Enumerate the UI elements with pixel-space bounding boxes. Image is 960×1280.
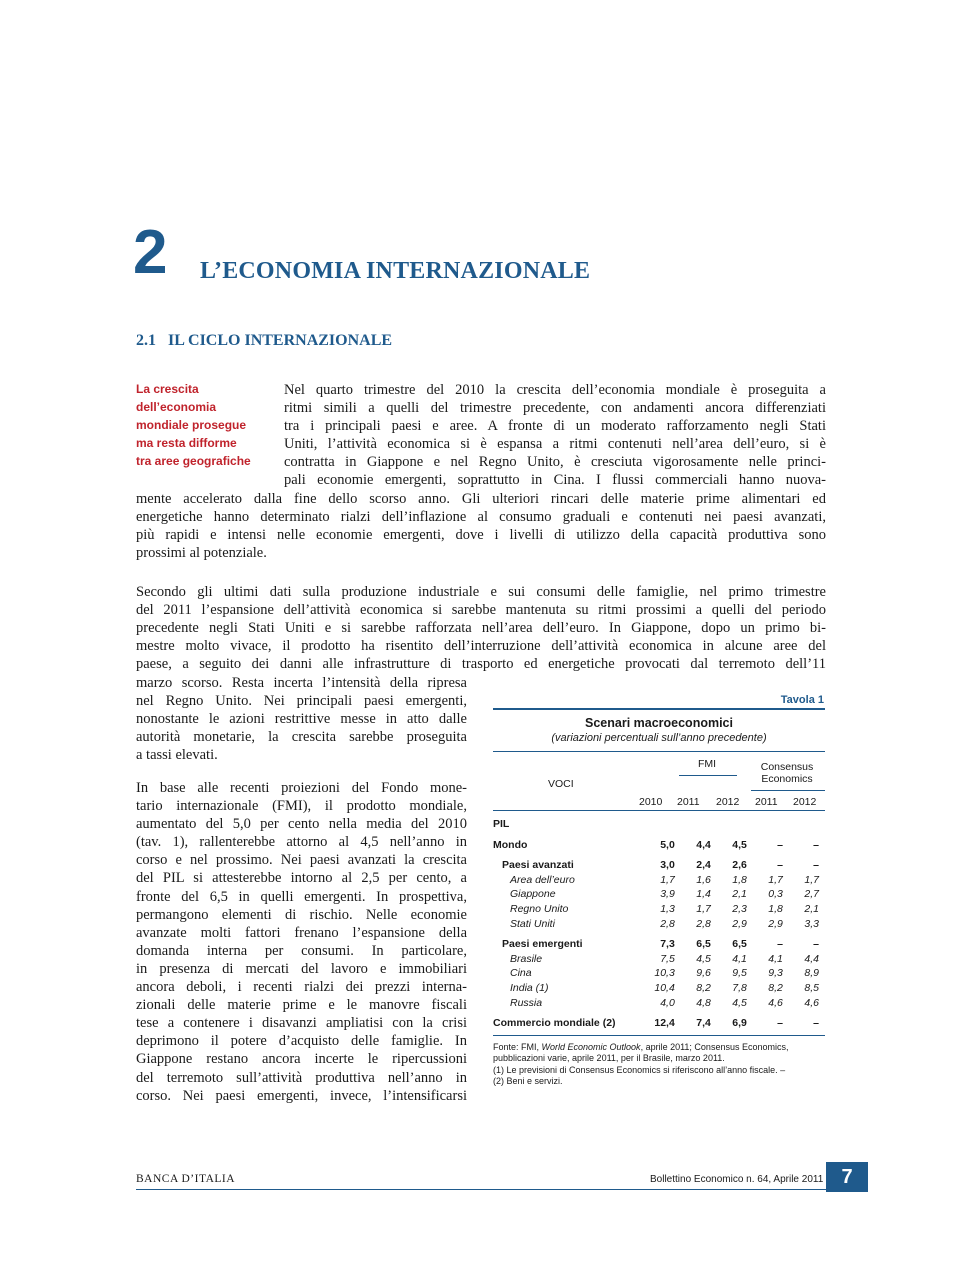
text-line: più rapidi e intensi nelle economie emergenti, dove i livelli di utilizzo della capacità produttiva sono (136, 527, 826, 544)
table-cell: 4,4 (804, 952, 819, 965)
table-row-label: Cina (510, 967, 532, 980)
text-line: del terremoto sull’attività produttiva nell’anno in (136, 1069, 467, 1086)
table-cell: 1,8 (732, 873, 747, 886)
header-fmi-rule (679, 775, 737, 776)
margin-note-line: tra aree geografiche (136, 454, 251, 468)
table-cell: 7,3 (660, 938, 675, 951)
table-notes (493, 1042, 825, 1088)
table-cell: 4,0 (660, 996, 675, 1009)
table-cell: 8,9 (804, 967, 819, 980)
text-line: In base alle recenti proiezioni del Fondo mone- (136, 780, 467, 796)
table-row (493, 917, 825, 932)
text-line: a tassi elevati. (136, 747, 218, 764)
text-line: deprimono il potere d’acquisto delle famiglie. In (136, 1033, 467, 1050)
table-section-label: PIL (493, 818, 510, 830)
table-cell: – (777, 838, 783, 851)
table-cell: 7,8 (732, 981, 747, 994)
table-row (493, 902, 825, 917)
table-cell: 1,4 (696, 888, 711, 901)
text-line: fronte del 6,5 in quelli emergenti. In prospettiva, (136, 888, 467, 905)
table-tavola-1 (493, 692, 825, 1088)
table-cell: 5,0 (660, 838, 675, 851)
section-title: 2.1 IL CICLO INTERNAZIONALE (136, 332, 393, 349)
chapter-title: L’ECONOMIA INTERNAZIONALE (200, 258, 591, 284)
table-row-label: Brasile (510, 952, 543, 965)
table-cell: 0,3 (768, 888, 783, 901)
table-cell: 2,9 (732, 917, 747, 930)
text-line: zionali delle materie prime e le manovre fiscali (136, 997, 467, 1014)
text-line: tario internazionale (FMI), il prodotto mondiale, (136, 798, 467, 815)
table-body (493, 811, 825, 1031)
paragraph-1-continued (136, 490, 826, 562)
table-row (493, 887, 825, 902)
table-cell: 4,6 (768, 996, 783, 1009)
table-row (493, 838, 825, 853)
table-cell: 1,8 (768, 902, 783, 915)
text-line: avanzate molti fattori frenano l’espansione della (136, 924, 467, 941)
text-line: marzo scorso. Resta incerta l’intensità della ripresa (136, 675, 467, 691)
table-row-label: Paesi avanzati (502, 859, 574, 872)
table-note: (1) Le previsioni di Consensus Economics si riferiscono all’anno fiscale. – (493, 1064, 786, 1075)
page-number: 7 (826, 1162, 868, 1192)
table-row-label: Commercio mondiale (2) (493, 1017, 616, 1030)
text-line: mestre molto vivace, il prodotto ha risentito dell’interruzione dell’attività economica in alcune aree del (136, 638, 826, 655)
paragraph-3 (136, 779, 467, 1105)
table-note-source-text: Fonte: FMI, World Economic Outlook, aprile 2011; Consensus Economics, (493, 1041, 789, 1052)
text-line: domanda interna per consumi. In particolare, (136, 942, 467, 959)
table-cell: 2,8 (696, 917, 711, 930)
text-line: tese a contenere i disavanzi ampliatisi con la crisi (136, 1015, 467, 1032)
header-year: 2012 (793, 796, 817, 808)
table-cell: 6,5 (732, 938, 747, 951)
table-cell: 4,1 (768, 952, 783, 965)
table-cell: 2,8 (660, 917, 675, 930)
table-note: (2) Beni e servizi. (493, 1076, 563, 1087)
text-line: ancora deboli, i recenti rialzi dei prezzi interna- (136, 979, 467, 996)
table-header (493, 752, 825, 810)
text-line: energetiche hanno determinato rialzi dell’inflazione al consumo graduali e contenuti nei paesi avanzati, (136, 509, 826, 526)
table-cell: 9,6 (696, 967, 711, 980)
table-row-label: Paesi emergenti (502, 938, 583, 951)
table-cell: – (813, 859, 819, 872)
table-cell: 4,1 (732, 952, 747, 965)
table-label: Tavola 1 (780, 694, 824, 706)
text-line: mente accelerato dalla fine dello scorso anno. Gli ulteriori rincari delle materie prime alimentari ed (136, 491, 826, 507)
table-cell: 7,5 (660, 952, 675, 965)
table-cell: 8,5 (804, 981, 819, 994)
margin-note-line: dell’economia (136, 400, 217, 414)
paragraph-2 (136, 583, 826, 673)
table-cell: 6,5 (696, 938, 711, 951)
table-cell: 4,6 (804, 996, 819, 1009)
text-line: prossimi al potenziale. (136, 545, 267, 562)
chapter-number: 2 (133, 218, 168, 287)
paragraph-1 (284, 381, 826, 490)
table-cell: 1,7 (696, 902, 711, 915)
table-cell: 9,5 (732, 967, 747, 980)
table-row (493, 1016, 825, 1031)
table-row (493, 873, 825, 888)
header-voci: VOCI (548, 778, 574, 790)
table-note-source (493, 1042, 825, 1054)
table-cell: 2,7 (804, 888, 819, 901)
text-line: Nel quarto trimestre del 2010 la crescita dell’economia mondiale è proseguita a (284, 382, 826, 398)
header-consensus-line: Consensus (760, 761, 814, 773)
table-cell: – (777, 859, 783, 872)
footer-publication: Bollettino Economico n. 64, Aprile 2011 (650, 1174, 824, 1185)
text-line: del PIL si attesterebbe intorno al 2,5 per cento, a (136, 870, 467, 887)
table-cell: 4,4 (696, 838, 711, 851)
table-cell: 1,7 (804, 873, 819, 886)
text-line: corso. Nei paesi emergenti, invece, l’intensificarsi (136, 1087, 467, 1104)
header-year: 2010 (639, 796, 663, 808)
table-cell: 9,3 (768, 967, 783, 980)
footer-publisher: BANCA D’ITALIA (136, 1173, 236, 1185)
text-line: ritmi simili a quelli del trimestre precedente, con andamenti ancora differenziati (284, 400, 826, 417)
table-row-label: Giappone (510, 888, 556, 901)
table-top-rule (493, 708, 825, 710)
table-cell: 1,7 (660, 873, 675, 886)
table-cell: 1,7 (768, 873, 783, 886)
table-cell: 1,3 (660, 902, 675, 915)
table-cell: 2,6 (732, 859, 747, 872)
table-cell: 1,6 (696, 873, 711, 886)
table-subtitle: (variazioni percentuali sull’anno precedente) (551, 732, 767, 744)
table-cell: – (777, 1017, 783, 1030)
table-cell: 10,4 (654, 981, 675, 994)
table-section-row (493, 817, 825, 832)
table-row-label: Russia (510, 996, 543, 1009)
table-cell: 6,9 (732, 1017, 747, 1030)
text-line: tra i principali paesi e aree. A fronte di un moderato rafforzamento negli Stati (284, 418, 826, 435)
table-cell: 2,1 (804, 902, 819, 915)
table-cell: 10,3 (654, 967, 675, 980)
text-line: Giappone restano ancora incerte le ripercussioni (136, 1051, 467, 1068)
text-line: nel Regno Unito. Nei principali paesi emergenti, (136, 693, 467, 710)
table-cell: – (813, 938, 819, 951)
text-line: permangono elementi di rischio. Nelle economie (136, 906, 467, 923)
table-row-label: Mondo (493, 838, 528, 851)
table-cell: 2,1 (732, 888, 747, 901)
header-consensus-rule (751, 790, 825, 791)
table-row (493, 952, 825, 967)
text-line: nonostante le azioni restrittive messe in atto dalle (136, 711, 467, 728)
text-line: corso e nel prossimo. Nei paesi avanzati la crescita (136, 852, 467, 869)
table-cell: 8,2 (768, 981, 783, 994)
table-cell: 4,5 (696, 952, 711, 965)
table-cell: 4,5 (732, 838, 747, 851)
text-line: autorità monetarie, la crescita sarebbe proseguita (136, 729, 467, 746)
table-cell: 3,9 (660, 888, 675, 901)
table-row-label: Regno Unito (510, 902, 569, 915)
margin-note-line: La crescita (136, 382, 199, 396)
table-cell: 12,4 (654, 1017, 675, 1030)
text-line: Uniti, l’attività economica si è espansa a ritmi contenuti nell’area dell’euro, si è (284, 436, 826, 453)
table-cell: – (813, 838, 819, 851)
paragraph-2-continued (136, 674, 467, 764)
table-cell: 3,3 (804, 917, 819, 930)
table-cell: 8,2 (696, 981, 711, 994)
text-line: contratta in Giappone e nel Regno Unito, è cresciuta vigorosamente nelle princi- (284, 454, 826, 471)
footer-rule (136, 1189, 826, 1190)
table-row-label: India (1) (510, 981, 549, 994)
table-cell: 4,8 (696, 996, 711, 1009)
table-note: pubblicazioni varie, aprile 2011, per il Brasile, marzo 2011. (493, 1053, 725, 1064)
table-row (493, 966, 825, 981)
table-bottom-rule (493, 1035, 825, 1036)
table-row-label: Stati Uniti (510, 917, 555, 930)
margin-note-line: ma resta difforme (136, 436, 237, 450)
text-line: in presenza di mercati del lavoro e immobiliari (136, 960, 467, 977)
table-cell: – (777, 938, 783, 951)
table-row (493, 858, 825, 873)
table-cell: – (813, 1017, 819, 1030)
header-consensus (757, 761, 817, 785)
text-line: precedente negli Stati Uniti e si sarebbe rafforzata nell’area dell’euro. In Giappone, dopo un primo bi- (136, 620, 826, 637)
margin-note-line: mondiale prosegue (136, 418, 247, 432)
table-cell: 7,4 (696, 1017, 711, 1030)
header-year: 2011 (677, 796, 700, 808)
table-row (493, 981, 825, 996)
text-line: aumentato del 5,0 per cento nella media del 2010 (136, 816, 467, 833)
table-row-label: Area dell’euro (510, 873, 575, 886)
text-line: (tav. 1), rallenterebbe attorno al 4,5 nell’anno in (136, 834, 467, 851)
table-row (493, 937, 825, 952)
margin-note (136, 380, 276, 470)
header-fmi: FMI (698, 758, 717, 770)
header-year: 2011 (755, 796, 778, 808)
header-year: 2012 (716, 796, 740, 808)
table-cell: 2,9 (768, 917, 783, 930)
table-cell: 3,0 (660, 859, 675, 872)
table-cell: 2,4 (696, 859, 711, 872)
table-row (493, 996, 825, 1011)
text-line: pali economie emergenti, soprattutto in Cina. I flussi commerciali hanno nuova- (284, 472, 826, 489)
text-line: paese, a seguito dei danni alle infrastrutture di trasporto ed energetiche provocati dal terremoto dell’11 (136, 656, 826, 673)
table-cell: 2,3 (732, 902, 747, 915)
table-title: Scenari macroeconomici (585, 716, 733, 730)
text-line: Secondo gli ultimi dati sulla produzione industriale e sui consumi delle famiglie, nel primo trimestre (136, 584, 826, 600)
table-cell: 4,5 (732, 996, 747, 1009)
header-consensus-line: Economics (761, 773, 813, 785)
text-line: del 2011 l’espansione dell’attività economica si sarebbe mantenuta su ritmi prossimi a quelli del periodo (136, 602, 826, 619)
